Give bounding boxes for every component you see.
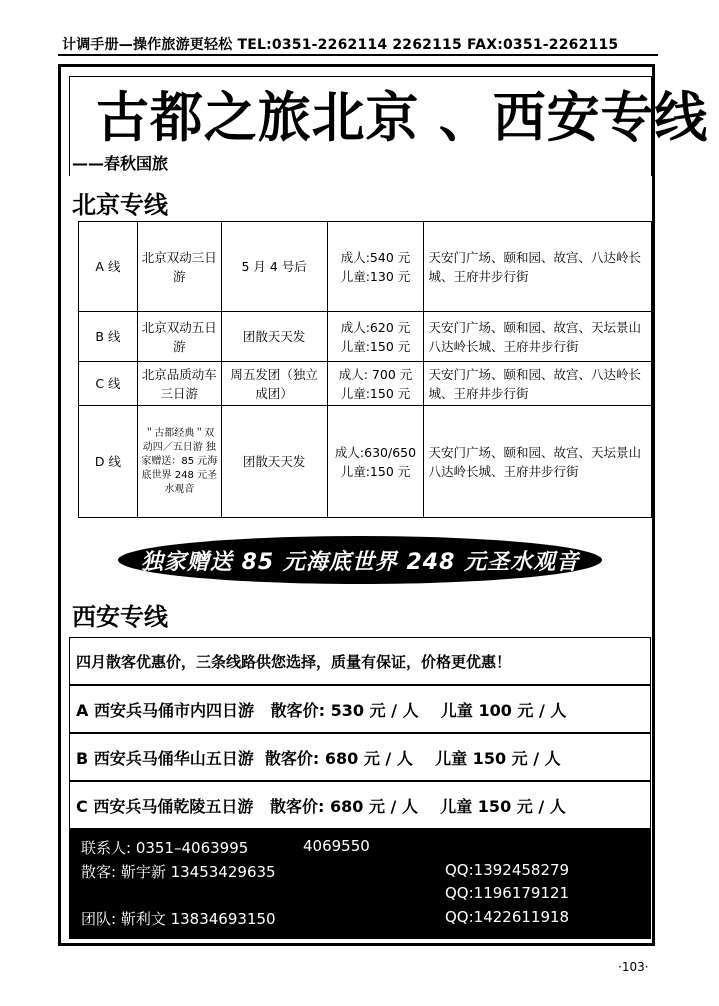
line-code: C 线 [79,362,138,406]
contact-phone: 联系人: 0351–4063995 [81,839,249,857]
price-child: 儿童:150 元 [340,338,411,354]
departure-date: 5 月 4 号后 [221,222,327,312]
line-code: B 线 [79,312,138,362]
price-cell [327,222,424,312]
qq-2: QQ:1196179121 [445,884,570,902]
table-row [79,222,652,312]
route-name: ＂古都经典＂双动四／五日游 独家赠送：85 元海底世界 248 元圣水观音 [137,406,221,518]
price-child: 儿童:150 元 [340,385,411,401]
price-cell [327,312,424,362]
price-adult: 成人: 700 元 [338,366,413,382]
beijing-section-title: 北京专线 [72,191,168,219]
price-child: 儿童:150 元 [340,463,411,479]
route-name: 北京品质动车三日游 [137,362,221,406]
organizer-subtitle: ——春秋国旅 [72,154,169,173]
price-adult: 成人:630/650 [334,444,417,460]
xian-route-c: C 西安兵马俑乾陵五日游 散客价: 680 元 / 人 儿童 150 元 / 人 [76,796,566,816]
xian-routes-box [69,637,651,829]
price-child: 儿童:130 元 [340,268,411,284]
xian-route-b: B 西安兵马俑华山五日游 散客价: 680 元 / 人 儿童 150 元 / 人 [70,734,650,782]
promo-banner-text: 独家赠送 85 元海底世界 248 元圣水观音 [140,549,580,575]
xian-section-title: 西安专线 [72,603,168,631]
group-contact: 团队: 靳利文 13834693150 [81,910,276,928]
route-name: 北京双动五日游 [137,312,221,362]
sights: 天安门广场、颐和园、故宫、天坛景山八达岭长城、王府井步行街 [424,312,652,362]
departure-date: 团散天天发 [221,312,327,362]
line-code: A 线 [79,222,138,312]
sights: 天安门广场、颐和园、故宫、天坛景山八达岭长城、王府井步行街 [424,406,652,518]
table-row [79,312,652,362]
price-cell [327,362,424,406]
price-cell [327,406,424,518]
qq-3: QQ:1422611918 [445,908,570,926]
xian-route-a: A 西安兵马俑市内四日游 散客价: 530 元 / 人 儿童 100 元 / 人 [70,686,650,734]
table-row [79,362,652,406]
header-rule [58,54,658,56]
page-title: 古都之旅北京 、西安专线 [96,86,709,149]
sights: 天安门广场、颐和园、故宫、八达岭长城、王府井步行街 [424,222,652,312]
beijing-routes-table [78,221,652,518]
xian-intro: 四月散客优惠价，三条线路供您选择，质量有保证，价格更优惠！ [70,638,650,686]
page-number: ·103· [618,960,649,974]
retail-contact: 散客: 靳宇新 13453429635 [81,863,276,881]
contact-panel [69,829,651,939]
promo-banner [118,536,602,584]
contact-phone-2: 4069550 [303,837,370,855]
departure-date: 周五发团（独立成团） [221,362,327,406]
price-adult: 成人:620 元 [340,319,411,335]
page-header: 计调手册—操作旅游更轻松 TEL:0351-2262114 2262115 FAX:0351-2262115 [62,37,619,53]
table-row [79,406,652,518]
line-code: D 线 [79,406,138,518]
route-name: 北京双动三日游 [137,222,221,312]
qq-1: QQ:1392458279 [445,861,570,879]
price-adult: 成人:540 元 [340,249,411,265]
departure-date: 团散天天发 [221,406,327,518]
sights: 天安门广场、颐和园、故宫、八达岭长城、王府井步行街 [424,362,652,406]
